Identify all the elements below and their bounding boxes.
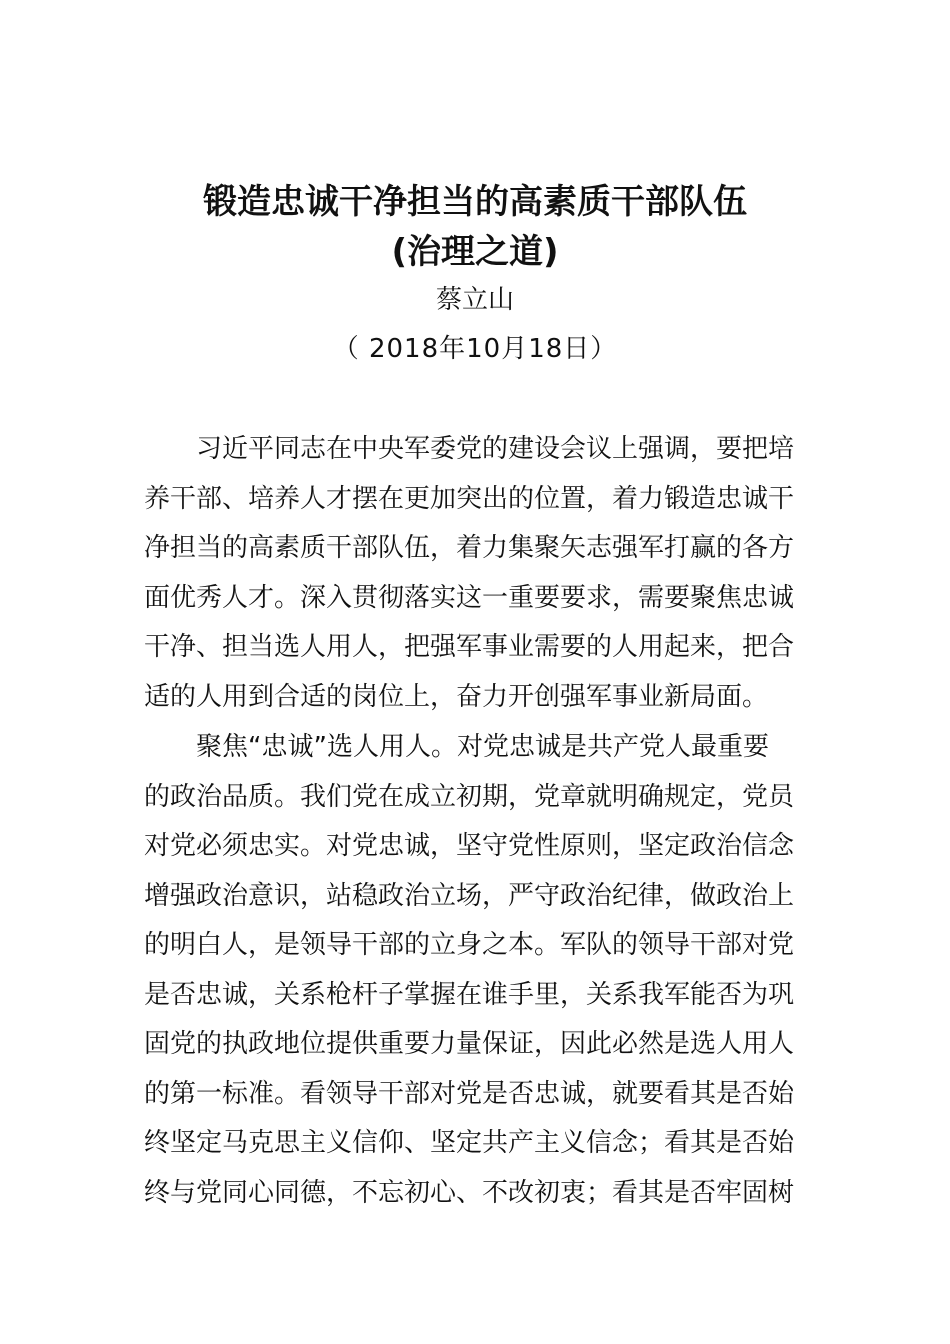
paragraph-line: 养干部、培养人才摆在更加突出的位置，着力锻造忠诚干 — [144, 483, 795, 514]
paragraph-line: 的政治品质。我们党在成立初期，党章就明确规定，党员 — [144, 781, 795, 812]
paragraph-line: 对党必须忠实。对党忠诚，坚守党性原则，坚定政治信念 — [144, 831, 795, 861]
paragraph-line: 终与党同心同德，不忘初心、不改初衷；看其是否牢固树 — [144, 1177, 795, 1208]
document-title: 锻造忠诚干净担当的高素质干部队伍 — [203, 182, 747, 222]
paragraph-line: 是否忠诚，关系枪杆子掌握在谁手里，关系我军能否为巩 — [144, 979, 795, 1010]
paragraph-1 — [144, 425, 808, 722]
author-name: 蔡立山 — [435, 285, 514, 315]
paragraph-line: 净担当的高素质干部队伍，着力集聚矢志强军打赢的各方 — [144, 533, 795, 563]
paragraph-line: 面优秀人才。深入贯彻落实这一重要要求，需要聚焦忠诚 — [144, 582, 795, 613]
paragraph-line: 干净、担当选人用人，把强军事业需要的人用起来，把合 — [144, 632, 795, 662]
paragraph-line: 聚焦“忠诚”选人用人。对党忠诚是共产党人最重要 — [196, 732, 769, 762]
paragraph-line: 固党的执政地位提供重要力量保证，因此必然是选人用人 — [144, 1029, 795, 1059]
paragraph-line: 的明白人，是领导干部的立身之本。军队的领导干部对党 — [144, 930, 795, 960]
document-subtitle: (治理之道) — [391, 232, 559, 272]
paragraph-line: 的第一标准。看领导干部对党是否忠诚，就要看其是否始 — [144, 1078, 795, 1109]
publish-date: （ 2018年10月18日） — [332, 334, 618, 364]
paragraph-line: 适的人用到合适的岗位上，奋力开创强军事业新局面。 — [144, 681, 769, 712]
paragraph-line: 增强政治意识，站稳政治立场，严守政治纪律，做政治上 — [144, 880, 795, 911]
paragraph-line: 习近平同志在中央军委党的建设会议上强调，要把培 — [196, 434, 795, 464]
paragraph-line: 终坚定马克思主义信仰、坚定共产主义信念；看其是否始 — [144, 1128, 795, 1158]
paragraph-2 — [144, 723, 808, 1218]
